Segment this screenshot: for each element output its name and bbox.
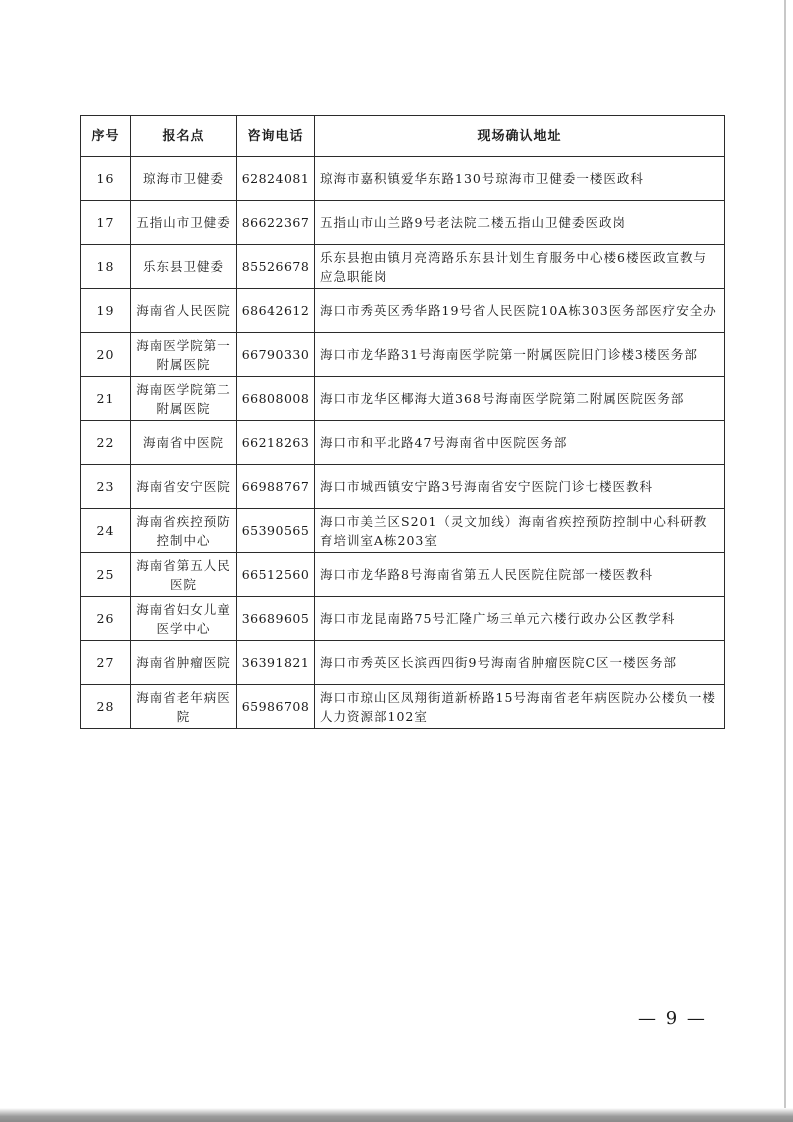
row-address: 海口市和平北路47号海南省中医院医务部 bbox=[315, 421, 725, 465]
page-number: — 9 — bbox=[638, 1008, 707, 1029]
row-phone: 65986708 bbox=[237, 685, 315, 729]
table-row bbox=[81, 641, 725, 685]
row-index: 19 bbox=[81, 289, 131, 333]
row-address: 海口市秀英区秀华路19号省人民医院10A栋303医务部医疗安全办 bbox=[315, 289, 725, 333]
table-row bbox=[81, 245, 725, 289]
row-address: 海口市琼山区凤翔街道新桥路15号海南省老年病医院办公楼负一楼人力资源部102室 bbox=[315, 685, 725, 729]
row-index: 21 bbox=[81, 377, 131, 421]
table-row bbox=[81, 553, 725, 597]
row-index: 16 bbox=[81, 157, 131, 201]
row-site: 琼海市卫健委 bbox=[131, 157, 237, 201]
row-address: 海口市龙华路8号海南省第五人民医院住院部一楼医教科 bbox=[315, 553, 725, 597]
row-phone: 62824081 bbox=[237, 157, 315, 201]
row-address: 海口市美兰区S201（灵文加线）海南省疾控预防控制中心科研教育培训室A栋203室 bbox=[315, 509, 725, 553]
row-phone: 65390565 bbox=[237, 509, 315, 553]
row-index: 22 bbox=[81, 421, 131, 465]
row-address: 海口市龙华区椰海大道368号海南医学院第二附属医院医务部 bbox=[315, 377, 725, 421]
row-index: 28 bbox=[81, 685, 131, 729]
row-address: 海口市城西镇安宁路3号海南省安宁医院门诊七楼医教科 bbox=[315, 465, 725, 509]
table-row bbox=[81, 685, 725, 729]
row-phone: 68642612 bbox=[237, 289, 315, 333]
table-row bbox=[81, 157, 725, 201]
row-phone: 66218263 bbox=[237, 421, 315, 465]
header-phone: 咨询电话 bbox=[237, 116, 315, 157]
row-address: 五指山市山兰路9号老法院二楼五指山卫健委医政岗 bbox=[315, 201, 725, 245]
row-phone: 86622367 bbox=[237, 201, 315, 245]
table-row bbox=[81, 421, 725, 465]
row-site: 海南省疾控预防控制中心 bbox=[131, 509, 237, 553]
row-phone: 36689605 bbox=[237, 597, 315, 641]
row-phone: 36391821 bbox=[237, 641, 315, 685]
row-site: 海南医学院第一附属医院 bbox=[131, 333, 237, 377]
row-site: 海南省第五人民医院 bbox=[131, 553, 237, 597]
header-address: 现场确认地址 bbox=[315, 116, 725, 157]
row-index: 18 bbox=[81, 245, 131, 289]
row-address: 海口市龙华路31号海南医学院第一附属医院旧门诊楼3楼医务部 bbox=[315, 333, 725, 377]
table-row bbox=[81, 509, 725, 553]
row-address: 海口市龙昆南路75号汇隆广场三单元六楼行政办公区教学科 bbox=[315, 597, 725, 641]
row-site: 海南省中医院 bbox=[131, 421, 237, 465]
table-row bbox=[81, 377, 725, 421]
row-site: 乐东县卫健委 bbox=[131, 245, 237, 289]
table-row bbox=[81, 597, 725, 641]
row-address: 琼海市嘉积镇爱华东路130号琼海市卫健委一楼医政科 bbox=[315, 157, 725, 201]
row-phone: 66512560 bbox=[237, 553, 315, 597]
header-site: 报名点 bbox=[131, 116, 237, 157]
row-site: 海南医学院第二附属医院 bbox=[131, 377, 237, 421]
table-row bbox=[81, 201, 725, 245]
table-row bbox=[81, 289, 725, 333]
row-index: 17 bbox=[81, 201, 131, 245]
table-row bbox=[81, 333, 725, 377]
table-row bbox=[81, 465, 725, 509]
page-bottom-edge bbox=[0, 1108, 793, 1122]
row-index: 26 bbox=[81, 597, 131, 641]
table-body bbox=[81, 157, 725, 729]
row-site: 海南省人民医院 bbox=[131, 289, 237, 333]
row-site: 海南省妇女儿童医学中心 bbox=[131, 597, 237, 641]
row-site: 海南省老年病医院 bbox=[131, 685, 237, 729]
header-index: 序号 bbox=[81, 116, 131, 157]
row-phone: 66988767 bbox=[237, 465, 315, 509]
row-phone: 85526678 bbox=[237, 245, 315, 289]
row-site: 海南省安宁医院 bbox=[131, 465, 237, 509]
row-index: 20 bbox=[81, 333, 131, 377]
table-header-row bbox=[81, 116, 725, 157]
row-site: 海南省肿瘤医院 bbox=[131, 641, 237, 685]
row-address: 乐东县抱由镇月亮湾路乐东县计划生育服务中心楼6楼医政宣教与应急职能岗 bbox=[315, 245, 725, 289]
row-index: 27 bbox=[81, 641, 131, 685]
row-index: 24 bbox=[81, 509, 131, 553]
row-site: 五指山市卫健委 bbox=[131, 201, 237, 245]
row-index: 25 bbox=[81, 553, 131, 597]
row-index: 23 bbox=[81, 465, 131, 509]
row-address: 海口市秀英区长滨西四街9号海南省肿瘤医院C区一楼医务部 bbox=[315, 641, 725, 685]
row-phone: 66808008 bbox=[237, 377, 315, 421]
registration-sites-table bbox=[80, 115, 725, 729]
row-phone: 66790330 bbox=[237, 333, 315, 377]
